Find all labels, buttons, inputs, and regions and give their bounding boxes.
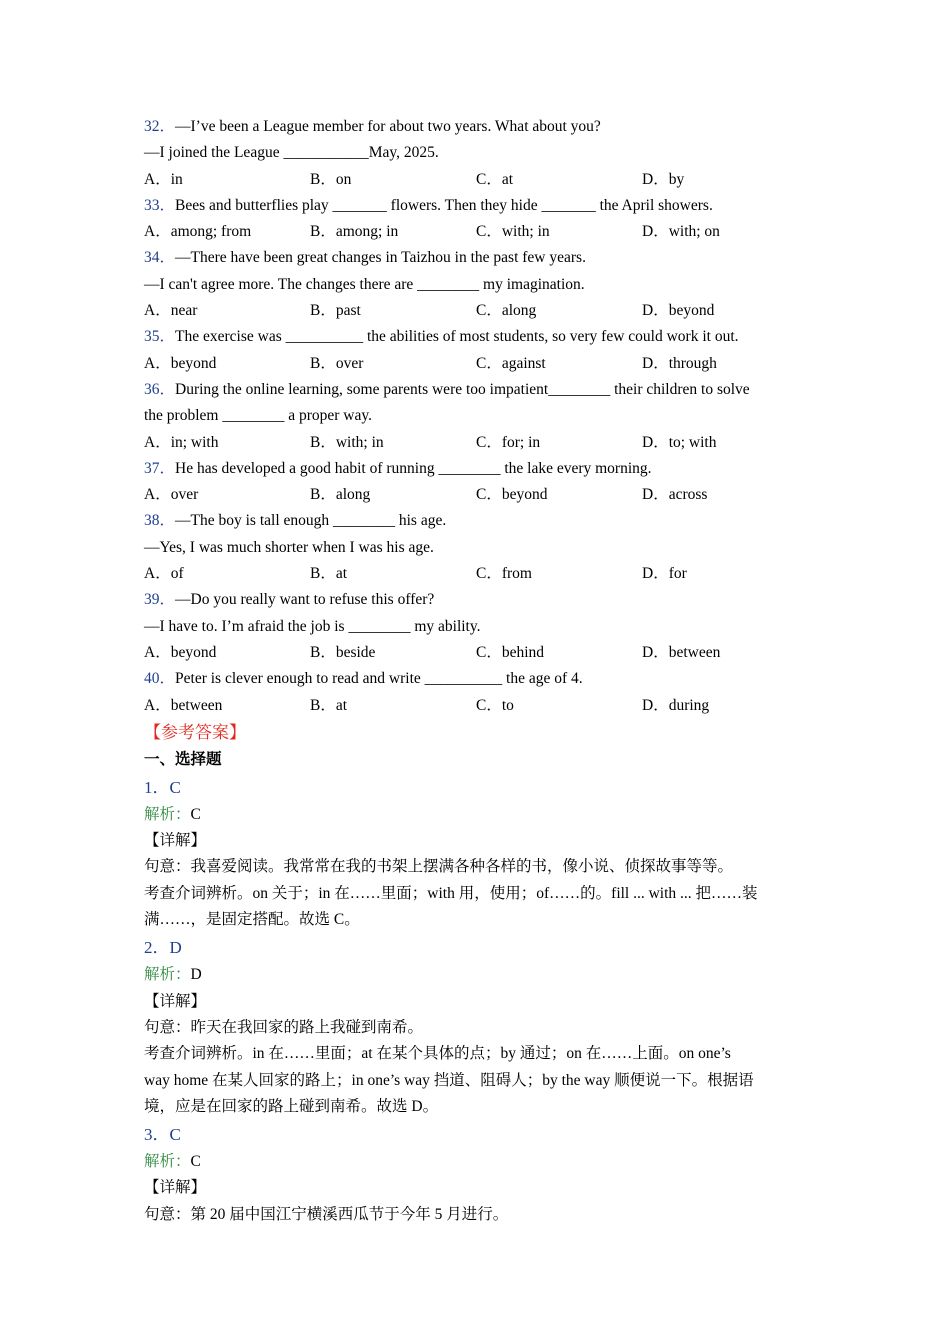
question-33 — [144, 193, 814, 246]
question-stem: —There have been great changes in Taizhou in the past few years. — [175, 249, 586, 267]
option-d: D．by — [642, 170, 685, 188]
question-number: 37． — [144, 459, 176, 477]
question-number: 32． — [144, 118, 176, 135]
question-36 — [144, 377, 814, 456]
option-b: B．at — [310, 696, 348, 714]
question-number: 39． — [144, 591, 176, 609]
option-d: D．for — [642, 565, 687, 583]
analysis-label: 解析： — [144, 1153, 191, 1171]
question-stem: —I joined the League ___________May, 2025. — [144, 144, 439, 162]
document-page — [144, 114, 814, 1228]
question-32 — [144, 114, 814, 193]
option-b: B．with; in — [310, 433, 384, 451]
answer-number: 3．C — [144, 1125, 181, 1145]
option-d: D．beyond — [642, 302, 715, 320]
question-number: 33． — [144, 196, 176, 214]
options-row — [144, 482, 814, 508]
option-a: A．beyond — [144, 643, 217, 661]
question-39 — [144, 587, 814, 666]
option-b: B．beside — [310, 643, 376, 661]
question-stem: —I can't agree more. The changes there are ________ my imagination. — [144, 275, 585, 293]
answer-2 — [144, 933, 814, 1120]
option-b: B．at — [310, 565, 348, 583]
question-40 — [144, 666, 814, 719]
option-c: C．with; in — [476, 223, 550, 241]
options-row — [144, 430, 814, 456]
answer-1 — [144, 773, 814, 933]
question-number: 40． — [144, 670, 176, 688]
options-row — [144, 693, 814, 719]
options-row — [144, 219, 814, 245]
option-c: C．behind — [476, 643, 545, 661]
option-c: C．beyond — [476, 486, 548, 504]
option-c: C．for; in — [476, 433, 541, 451]
option-a: A．in — [144, 170, 183, 188]
option-a: A．among; from — [144, 223, 252, 241]
question-stem: The exercise was __________ the abilities of most students, so very few could work it out. — [175, 328, 739, 346]
analysis-value: C — [190, 1153, 201, 1171]
question-stem: the problem ________ a proper way. — [144, 407, 372, 425]
detail-label: 【详解】 — [144, 832, 207, 850]
options-row — [144, 167, 814, 193]
explanation-line: 句意：昨天在我回家的路上我碰到南希。 — [144, 1018, 424, 1036]
answer-number: 1．C — [144, 777, 181, 797]
option-c: C．from — [476, 565, 532, 583]
explanation-line: 境，应是在回家的路上碰到南希。故选 D。 — [144, 1097, 439, 1115]
option-d: D．during — [642, 696, 710, 714]
option-b: B．on — [310, 170, 352, 188]
options-row — [144, 640, 814, 666]
option-b: B．among; in — [310, 223, 399, 241]
answer-3 — [144, 1120, 814, 1228]
question-stem: During the online learning, some parents were too impatient________ their children to solve — [175, 380, 750, 398]
analysis-label: 解析： — [144, 966, 191, 984]
analysis-value: C — [190, 805, 201, 823]
option-a: A．near — [144, 302, 198, 320]
option-b: B．along — [310, 486, 371, 504]
option-a: A．over — [144, 486, 199, 504]
question-number: 35． — [144, 328, 176, 346]
question-35 — [144, 324, 814, 377]
explanation-line: 句意：我喜爱阅读。我常常在我的书架上摆满各种各样的书，像小说、侦探故事等等。 — [144, 858, 734, 876]
question-stem: —The boy is tall enough ________ his age. — [175, 512, 447, 530]
question-stem: —I’ve been a League member for about two years. What about you? — [175, 118, 601, 135]
option-b: B．past — [310, 302, 361, 320]
detail-label: 【详解】 — [144, 992, 207, 1010]
question-stem: Bees and butterflies play _______ flowers. Then they hide _______ the April showers. — [175, 196, 713, 214]
answer-number: 2．D — [144, 938, 182, 958]
option-a: A．of — [144, 565, 184, 583]
option-b: B．over — [310, 354, 364, 372]
question-34 — [144, 245, 814, 324]
section-heading: 一、选择题 — [144, 750, 222, 768]
option-d: D．with; on — [642, 223, 720, 241]
option-d: D．between — [642, 643, 721, 661]
option-d: D．across — [642, 486, 708, 504]
explanation-line: way home 在某人回家的路上；in one’s way 挡道、阻碍人；by the way 顺便说一下。根据语 — [144, 1071, 754, 1089]
options-row — [144, 298, 814, 324]
question-stem: —I have to. I’m afraid the job is ________ my ability. — [144, 617, 481, 635]
option-c: C．against — [476, 354, 546, 372]
option-d: D．through — [642, 354, 717, 372]
option-a: A．in; with — [144, 433, 219, 451]
question-stem: He has developed a good habit of running ________ the lake every morning. — [175, 459, 652, 477]
question-38 — [144, 508, 814, 587]
option-a: A．beyond — [144, 354, 217, 372]
options-row — [144, 561, 814, 587]
analysis-value: D — [190, 966, 202, 984]
question-37 — [144, 456, 814, 509]
analysis-label: 解析： — [144, 805, 191, 823]
option-c: C．along — [476, 302, 537, 320]
explanation-line: 句意：第 20 届中国江宁横溪西瓜节于今年 5 月进行。 — [144, 1205, 509, 1223]
option-c: C．at — [476, 170, 514, 188]
explanation-line: 考查介词辨析。on 关于；in 在……里面；with 用，使用；of……的。fill ... with ... 把……装 — [144, 884, 758, 902]
question-number: 36． — [144, 380, 176, 398]
options-row — [144, 351, 814, 377]
question-number: 34． — [144, 249, 176, 267]
question-stem: Peter is clever enough to read and write __________ the age of 4. — [175, 670, 583, 688]
option-d: D．to; with — [642, 433, 717, 451]
option-a: A．between — [144, 696, 223, 714]
question-stem: —Do you really want to refuse this offer? — [175, 591, 435, 609]
explanation-line: 考查介词辨析。in 在……里面；at 在某个具体的点；by 通过；on 在……上面。on one’s — [144, 1045, 731, 1063]
option-c: C．to — [476, 696, 514, 714]
detail-label: 【详解】 — [144, 1179, 207, 1197]
question-number: 38． — [144, 512, 176, 530]
question-stem: —Yes, I was much shorter when I was his age. — [144, 538, 434, 556]
explanation-line: 满……，是固定搭配。故选 C。 — [144, 911, 360, 929]
answer-heading: 【参考答案】 — [144, 722, 246, 742]
